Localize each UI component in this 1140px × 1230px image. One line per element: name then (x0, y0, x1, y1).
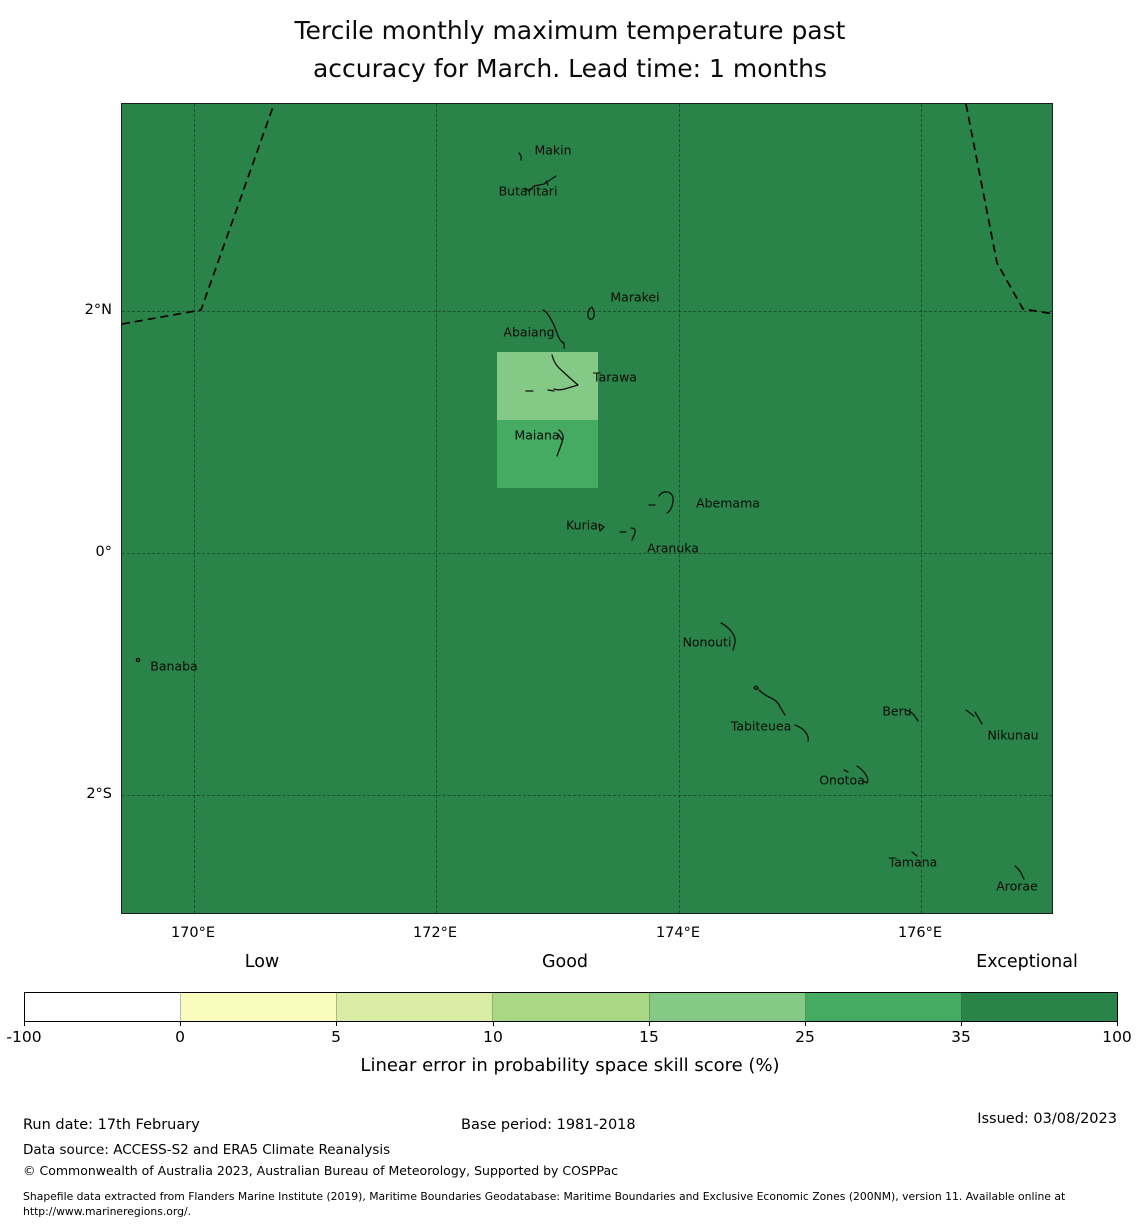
figure-title-line2: accuracy for March. Lead time: 1 months (312, 54, 828, 83)
island-label-banaba: Banaba (150, 658, 198, 674)
cbtickmark-15 (649, 1022, 650, 1026)
ytick-2s: 2°S (86, 786, 112, 802)
colorbar (24, 992, 1118, 1022)
cbtick-15: 15 (639, 1028, 659, 1046)
colorbar-segment-5-10 (337, 993, 493, 1021)
island-makin (519, 153, 521, 160)
eez-boundary-east (966, 104, 1053, 314)
island-label-aranuka: Aranuka (647, 540, 699, 556)
island-tarawa (526, 355, 578, 391)
island-label-abemama: Abemama (696, 495, 760, 511)
island-label-tarawa: Tarawa (593, 369, 637, 385)
base-period-text: Base period: 1981-2018 (461, 1117, 636, 1133)
cbtickmark-25 (805, 1022, 806, 1026)
shapefile-note-text: Shapefile data extracted from Flanders Marine Institute (2019), Maritime Boundaries Geodatabase: Maritime Boundaries and Exclusive Economic Zones (200NM), version 11. Available online at http://www.marineregions.org/. (23, 1190, 1066, 1218)
cbtick-5: 5 (331, 1028, 341, 1046)
ytick-2n: 2°N (84, 302, 112, 318)
cbtickmark-neg100 (24, 1022, 25, 1026)
island-label-nonouti: Nonouti (682, 634, 732, 650)
colorbar-segment-25-35 (806, 993, 962, 1021)
cbtick-0: 0 (175, 1028, 185, 1046)
cbtickmark-5 (336, 1022, 337, 1026)
island-label-abaiang: Abaiang (503, 324, 555, 340)
map-panel (121, 103, 1053, 914)
cbtickmark-100 (1117, 1022, 1118, 1026)
island-label-makin: Makin (534, 142, 572, 158)
island-arorae (1015, 866, 1024, 879)
island-label-arorae: Arorae (996, 878, 1038, 894)
copyright-text: © Commonwealth of Australia 2023, Australian Bureau of Meteorology, Supported by COSPPac (23, 1163, 618, 1178)
issued-text: Issued: 03/08/2023 (977, 1111, 1117, 1127)
cbtickmark-10 (493, 1022, 494, 1026)
island-label-tabiteuea: Tabiteuea (730, 718, 792, 734)
xtick-174e: 174°E (655, 925, 701, 941)
colorbar-segment-10-15 (493, 993, 649, 1021)
cbtickmark-35 (961, 1022, 962, 1026)
colorbar-label-low: Low (244, 952, 280, 972)
cbtick-neg100: -100 (6, 1028, 42, 1046)
island-kuria (599, 524, 604, 531)
island-label-butaritari: Butaritari (498, 183, 558, 199)
island-aranuka (620, 528, 635, 540)
cbtick-35: 35 (951, 1028, 971, 1046)
colorbar-segment-0-5 (181, 993, 337, 1021)
run-date-text: Run date: 17th February (23, 1117, 200, 1133)
island-nikunau (966, 710, 982, 724)
figure-title (0, 12, 1140, 88)
cbtick-100: 100 (1102, 1028, 1132, 1046)
eez-boundary-lines (122, 104, 1053, 324)
island-label-maiana: Maiana (514, 427, 560, 443)
colorbar-label-good: Good (541, 952, 589, 972)
island-abemama (649, 492, 673, 513)
cbtickmark-0 (180, 1022, 181, 1026)
xtick-172e: 172°E (412, 925, 458, 941)
island-banaba (136, 658, 139, 661)
xtick-176e: 176°E (897, 925, 943, 941)
island-label-tamana: Tamana (888, 854, 938, 870)
island-label-beru: Beru (882, 703, 912, 719)
colorbar-segment-15-25 (650, 993, 806, 1021)
colorbar-segment-35-100 (962, 993, 1117, 1021)
colorbar-segment-neg100-0 (25, 993, 181, 1021)
colorbar-label-exceptional: Exceptional (976, 952, 1078, 972)
map-vector-layer (122, 104, 1053, 914)
cbtick-25: 25 (795, 1028, 815, 1046)
ytick-0: 0° (95, 544, 112, 560)
island-coastlines (136, 153, 1024, 879)
colorbar-axis-label: Linear error in probability space skill score (%) (360, 1055, 780, 1076)
eez-boundary-west (122, 104, 274, 324)
island-label-nikunau: Nikunau (987, 727, 1039, 743)
island-marakei (588, 307, 594, 319)
cbtick-10: 10 (483, 1028, 503, 1046)
island-label-onotoa: Onotoa (819, 772, 865, 788)
island-label-marakei: Marakei (610, 289, 660, 305)
island-label-kuria: Kuria (566, 517, 598, 533)
xtick-170e: 170°E (170, 925, 216, 941)
data-source-text: Data source: ACCESS-S2 and ERA5 Climate Reanalysis (23, 1142, 391, 1158)
figure-title-line1: Tercile monthly maximum temperature past (294, 16, 846, 45)
